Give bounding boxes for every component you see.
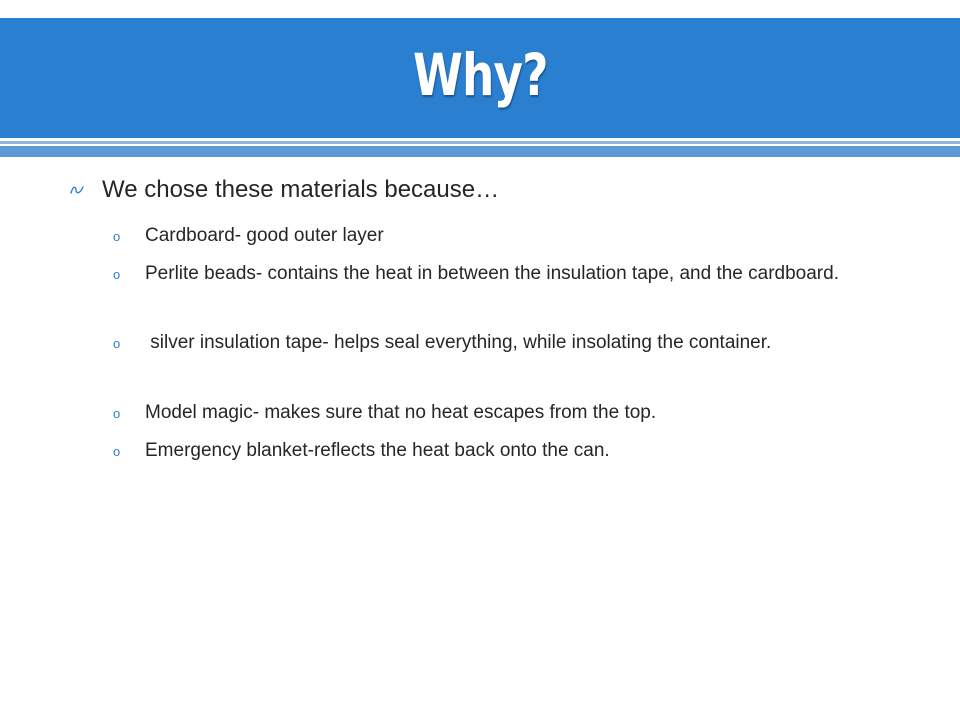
circle-bullet-icon: o [113,444,121,459]
sub-bullet-text: Cardboard- good outer layer [145,225,384,246]
bullet-item [70,176,499,204]
sub-bullet-item [113,223,893,248]
sub-bullet-text: Emergency blanket-reflects the heat back onto the can. [145,440,610,461]
circle-bullet-icon: o [113,229,121,244]
bullet-text: We chose these materials because… [102,176,500,203]
slide-title: Why? [412,41,548,109]
sub-bullet-item [113,261,893,286]
sub-bullet-text: Model magic- makes sure that no heat escapes from the top. [145,402,657,423]
title-bar [0,18,960,138]
sub-bullet-item [113,330,893,355]
sub-bullet-text: silver insulation tape- helps seal everything, while insolating the container. [145,332,772,353]
circle-bullet-icon: o [113,336,121,351]
title-divider-thin [0,141,960,144]
circle-bullet-icon: o [113,406,121,421]
curl-bullet-icon [70,182,84,192]
title-divider-thick [0,146,960,157]
sub-bullet-item [113,438,893,463]
circle-bullet-icon: o [113,267,121,282]
sub-bullet-text: Perlite beads- contains the heat in between the insulation tape, and the cardboard. [145,263,839,284]
sub-bullet-item [113,400,893,425]
